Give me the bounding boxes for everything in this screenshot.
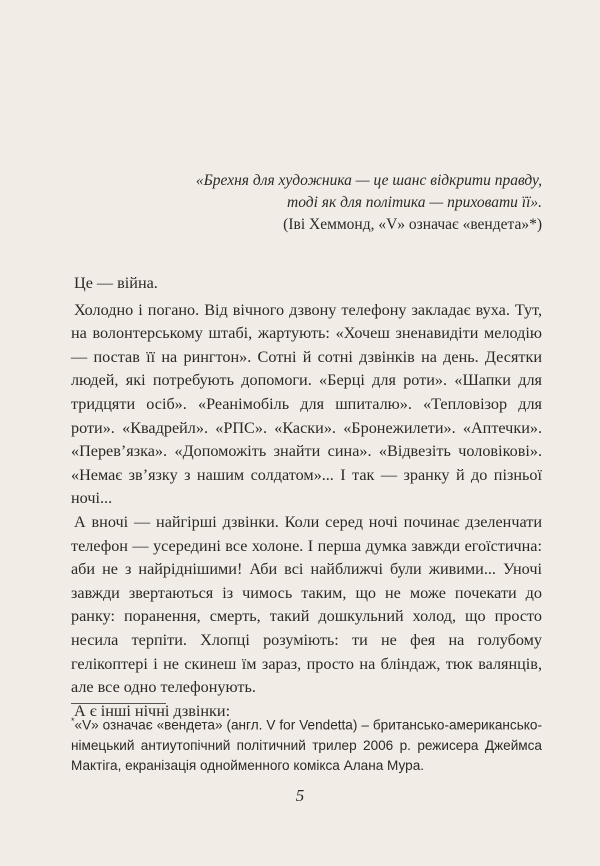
paragraph: А є інші нічні дзвінки:	[74, 701, 231, 720]
paragraph: Холодно і погано. Від вічного дзвону телефону закладає вуха. Тут, на волонтерському штабі, жартують: «Хочеш зненавидіти мелодію — постав її на рингтон». Сотні й сотні дзвінків на день. Десятки людей, які потребують допомоги. «Берці для роти». «Шапки для тридцяти осіб». «Реанімобіль для шпиталю». «Тепловізор для роти». «Квадрейл». «РПС». «Каски». «Бронежилети». «Аптечки». «Перев’язка». «Допоможіть знайти сина». «Відвезіть чоловікові». «Немає зв’язку з нашим солдатом»... І так — зранку й до пізньої ночі...	[71, 300, 542, 508]
body-text	[71, 272, 542, 723]
epigraph	[150, 170, 542, 236]
paragraph: Це — війна.	[74, 274, 158, 292]
epigraph-quote-line-2: тоді як для політика — приховати її».	[287, 194, 542, 211]
page-number: 5	[295, 786, 305, 805]
footnote	[71, 711, 542, 776]
footnote-marker: *	[71, 716, 75, 726]
footnote-divider	[71, 703, 166, 704]
footnote-text: «V» означає «вендета» (англ. V for Vendetta) – британсько-американсько-німецький антиутопічний політичний трилер 2006 р. режисера Джеймса Мактіга, екранізація однойменного комікса Алана Мура.	[71, 717, 542, 773]
paragraph: А вночі — найгірші дзвінки. Коли серед ночі починає дзеленчати телефон — усередині все холоне. І перша думка завжди егоїстична: аби не з найріднішими! Аби всі найближчі були живими... Уночі завжди звертаються із чимось таким, що не може почекати до ранку: поранення, смерть, такий дошкульний холод, що просто несила терпіти. Хлопці розуміють: ти не фея на голубому гелікоптері і не скинеш їм зараз, просто на бліндаж, тюк валянців, але все одно телефонують.	[71, 512, 542, 697]
epigraph-attribution: (Іві Хеммонд, «V» означає «вендета»*)	[283, 216, 542, 233]
epigraph-quote-line-1: «Брехня для художника — це шанс відкрити правду,	[195, 172, 542, 189]
